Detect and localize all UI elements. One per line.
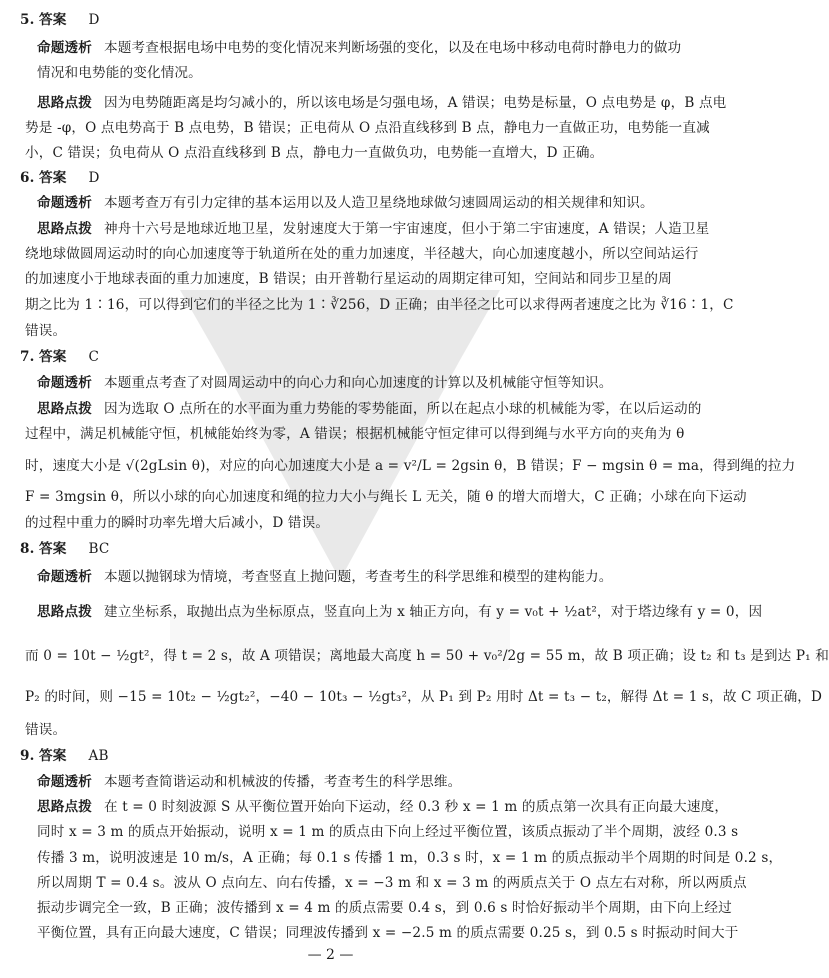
q6-hint-line-1 bbox=[37, 218, 710, 240]
q9-hint-line-5 bbox=[37, 897, 732, 919]
q9-hint-text-2: 同时 x = 3 m 的质点开始振动，说明 x = 1 m 的质点由下向上经过平衡位置，该质点振动了半个周期，波经 0.3 s bbox=[37, 824, 739, 840]
q5-analysis-line-2 bbox=[37, 62, 644, 84]
q7-answer-value: C bbox=[88, 349, 100, 365]
q5-hint-text-2: 势是 -φ，O 点电势高于 B 点电势，B 错误；正电荷从 O 点沿直线移到 B 点，静电力一直做正功，电势能一直减 bbox=[25, 120, 710, 136]
q7-analysis-label: 命题透析 bbox=[37, 375, 92, 391]
q8-number: 8. bbox=[20, 541, 35, 557]
q8-hint-line-1 bbox=[37, 601, 763, 623]
q7-hint-text-2: 过程中，满足机械能守恒，机械能始终为零，A 错误；根据机械能守恒定律可以得到绳与水平方向的夹角为 θ bbox=[25, 426, 685, 442]
q9-hint-text-3: 传播 3 m，说明波速是 10 m/s，A 正确；每 0.1 s 传播 1 m，0.3 s 时，x = 1 m 的质点振动半个周期的时间是 0.2 s， bbox=[37, 850, 783, 866]
q8-hint-text-3: P₂ 的时间，则 −15 = 10t₂ − ½gt₂²，−40 − 10t₃ − ½gt₃²，从 P₁ 到 P₂ 用时 Δt = t₃ − t₂，解得 Δt = 1 s，故 C 项正确，D bbox=[25, 689, 823, 705]
q7-analysis-line-1 bbox=[37, 372, 644, 394]
q9-analysis-line-1 bbox=[37, 771, 644, 793]
q9-hint-line-1 bbox=[37, 796, 729, 818]
q6-number: 6. bbox=[20, 170, 35, 186]
q7-hint-line-1 bbox=[37, 398, 702, 420]
q6-hint-text-2: 绕地球做圆周运动时的向心加速度等于轨道所在处的重力加速度，半径越大，向心加速度越小，所以空间站运行 bbox=[25, 246, 699, 262]
q9-hint-text-5: 振动步调完全一致，B 正确；波传播到 x = 4 m 的质点需要 0.4 s，到 0.6 s 时恰好振动半个周期，由下向上经过 bbox=[37, 900, 732, 916]
q7-number: 7. bbox=[20, 349, 35, 365]
q9-answer-line bbox=[20, 745, 644, 767]
q7-hint-text-1: 因为选取 O 点所在的水平面为重力势能的零势能面，所以在起点小球的机械能为零，在以后运动的 bbox=[103, 401, 702, 417]
q7-hint-text-5: 的过程中重力的瞬时功率先增大后减小，D 错误。 bbox=[25, 515, 330, 531]
q8-analysis-line-1 bbox=[37, 566, 644, 588]
q6-hint-line-2 bbox=[25, 243, 699, 265]
q8-hint-text-2: 而 0 = 10t − ½gt²，得 t = 2 s，故 A 项错误；离地最大高度 h = 50 + v₀²/2g = 55 m，故 B 项正确；设 t₂ 和 t₃ 是到达 P₁ 和 bbox=[25, 648, 829, 664]
q6-hint-text-3: 的加速度小于地球表面的重力加速度，B 错误；由开普勒行星运动的周期定律可知，空间站和同步卫星的周 bbox=[25, 271, 672, 287]
q8-analysis-text-1: 本题以抛钢球为情境，考查竖直上抛问题，考查考生的科学思维和模型的建构能力。 bbox=[103, 569, 613, 585]
q5-hint-text-3: 小，C 错误；负电荷从 O 点沿直线移到 B 点，静电力一直做负功，电势能一直增大，D 正确。 bbox=[25, 145, 604, 161]
q7-hint-line-3 bbox=[25, 455, 796, 477]
q5-hint-text-1: 因为电势随距离是均匀减小的，所以该电场是匀强电场，A 错误；电势是标量，O 点电势是 φ，B 点电 bbox=[103, 95, 727, 111]
q6-answer-label: 答案 bbox=[38, 170, 67, 186]
q7-hint-line-4 bbox=[25, 486, 747, 508]
q6-hint-text-1: 神舟十六号是地球近地卫星，发射速度大于第一宇宙速度，但小于第二宇宙速度，A 错误；人造卫星 bbox=[103, 221, 710, 237]
q6-hint-text-4: 期之比为 1∶16，可以得到它们的半径之比为 1∶∛256，D 正确；由半径之比可以求得两者速度之比为 ∛16∶1，C bbox=[25, 297, 734, 313]
q8-hint-line-3 bbox=[25, 686, 823, 708]
q8-answer-value: BC bbox=[88, 541, 110, 557]
q5-analysis-text-1: 本题考查根据电场中电势的变化情况来判断场强的变化，以及在电场中移动电荷时静电力的做功 bbox=[103, 40, 682, 56]
q8-hint-label: 思路点拨 bbox=[37, 604, 92, 620]
q9-hint-text-6: 平衡位置，具有正向最大速度，C 错误；同理波传播到 x = −2.5 m 的质点需要 0.25 s，到 0.5 s 时振动时间大于 bbox=[37, 925, 739, 941]
q9-hint-line-3 bbox=[37, 847, 783, 869]
q7-hint-text-3: 时，速度大小是 √(2gLsin θ)，对应的向心加速度大小是 a = v²/L = 2gsin θ，B 错误；F − mgsin θ = ma，得到绳的拉力 bbox=[25, 458, 796, 474]
q9-hint-line-6 bbox=[37, 922, 739, 944]
q8-hint-text-1: 建立坐标系，取抛出点为坐标原点，竖直向上为 x 轴正方向，有 y = v₀t + ½at²，对于塔边缘有 y = 0，因 bbox=[103, 604, 763, 620]
q5-analysis-line-1 bbox=[37, 37, 682, 59]
q5-answer-line bbox=[20, 9, 644, 31]
q9-hint-line-4 bbox=[37, 872, 747, 894]
q5-hint-line-1 bbox=[37, 92, 727, 114]
q9-analysis-label: 命题透析 bbox=[37, 774, 92, 790]
q7-answer-label: 答案 bbox=[38, 349, 67, 365]
q6-answer-value: D bbox=[88, 170, 100, 186]
q8-hint-line-2 bbox=[25, 645, 829, 667]
q9-number: 9. bbox=[20, 748, 35, 764]
q7-hint-line-5 bbox=[25, 512, 644, 534]
q8-analysis-label: 命题透析 bbox=[37, 569, 92, 585]
q7-analysis-text-1: 本题重点考查了对圆周运动中的向心力和向心加速度的计算以及机械能守恒等知识。 bbox=[103, 375, 613, 391]
q5-analysis-label: 命题透析 bbox=[37, 40, 92, 56]
page-number: — 2 — bbox=[307, 947, 354, 963]
q8-answer-line bbox=[20, 538, 644, 560]
q6-hint-label: 思路点拨 bbox=[37, 221, 92, 237]
q7-hint-text-4: F = 3mgsin θ，所以小球的向心加速度和绳的拉力大小与绳长 L 无关，随 θ 的增大而增大，C 正确；小球在向下运动 bbox=[25, 489, 747, 505]
q9-analysis-text-1: 本题考查简谐运动和机械波的传播，考查考生的科学思维。 bbox=[103, 774, 462, 790]
q6-answer-line bbox=[20, 167, 644, 189]
q5-hint-line-2 bbox=[25, 117, 710, 139]
q8-hint-text-4: 错误。 bbox=[25, 722, 67, 738]
q5-analysis-text-2: 情况和电势能的变化情况。 bbox=[37, 65, 202, 81]
q6-hint-line-3 bbox=[25, 268, 672, 290]
q9-answer-value: AB bbox=[88, 748, 109, 764]
q9-hint-text-4: 所以周期 T = 0.4 s。波从 O 点向左、向右传播，x = −3 m 和 x = 3 m 的两质点关于 O 点左右对称，所以两质点 bbox=[37, 875, 747, 891]
q5-hint-label: 思路点拨 bbox=[37, 95, 92, 111]
q7-answer-line bbox=[20, 346, 644, 368]
q9-hint-label: 思路点拨 bbox=[37, 799, 92, 815]
q6-hint-line-4 bbox=[25, 294, 734, 316]
q6-hint-line-5 bbox=[25, 320, 644, 342]
q8-hint-line-4 bbox=[25, 719, 644, 741]
q7-hint-line-2 bbox=[25, 423, 685, 445]
q6-analysis-line-1 bbox=[37, 192, 654, 214]
q6-analysis-text-1: 本题考查万有引力定律的基本运用以及人造卫星绕地球做匀速圆周运动的相关规律和知识。 bbox=[103, 195, 654, 211]
q6-hint-text-5: 错误。 bbox=[25, 323, 67, 339]
q5-answer-label: 答案 bbox=[38, 12, 67, 28]
q6-analysis-label: 命题透析 bbox=[37, 195, 92, 211]
q5-number: 5. bbox=[20, 12, 35, 28]
q8-answer-label: 答案 bbox=[38, 541, 67, 557]
q9-hint-text-1: 在 t = 0 时刻波源 S 从平衡位置开始向下运动，经 0.3 秒 x = 1 m 的质点第一次具有正向最大速度， bbox=[103, 799, 729, 815]
q9-answer-label: 答案 bbox=[38, 748, 67, 764]
q7-hint-label: 思路点拨 bbox=[37, 401, 92, 417]
q5-hint-line-3 bbox=[25, 142, 644, 164]
q5-answer-value: D bbox=[88, 12, 100, 28]
q9-hint-line-2 bbox=[37, 821, 739, 843]
